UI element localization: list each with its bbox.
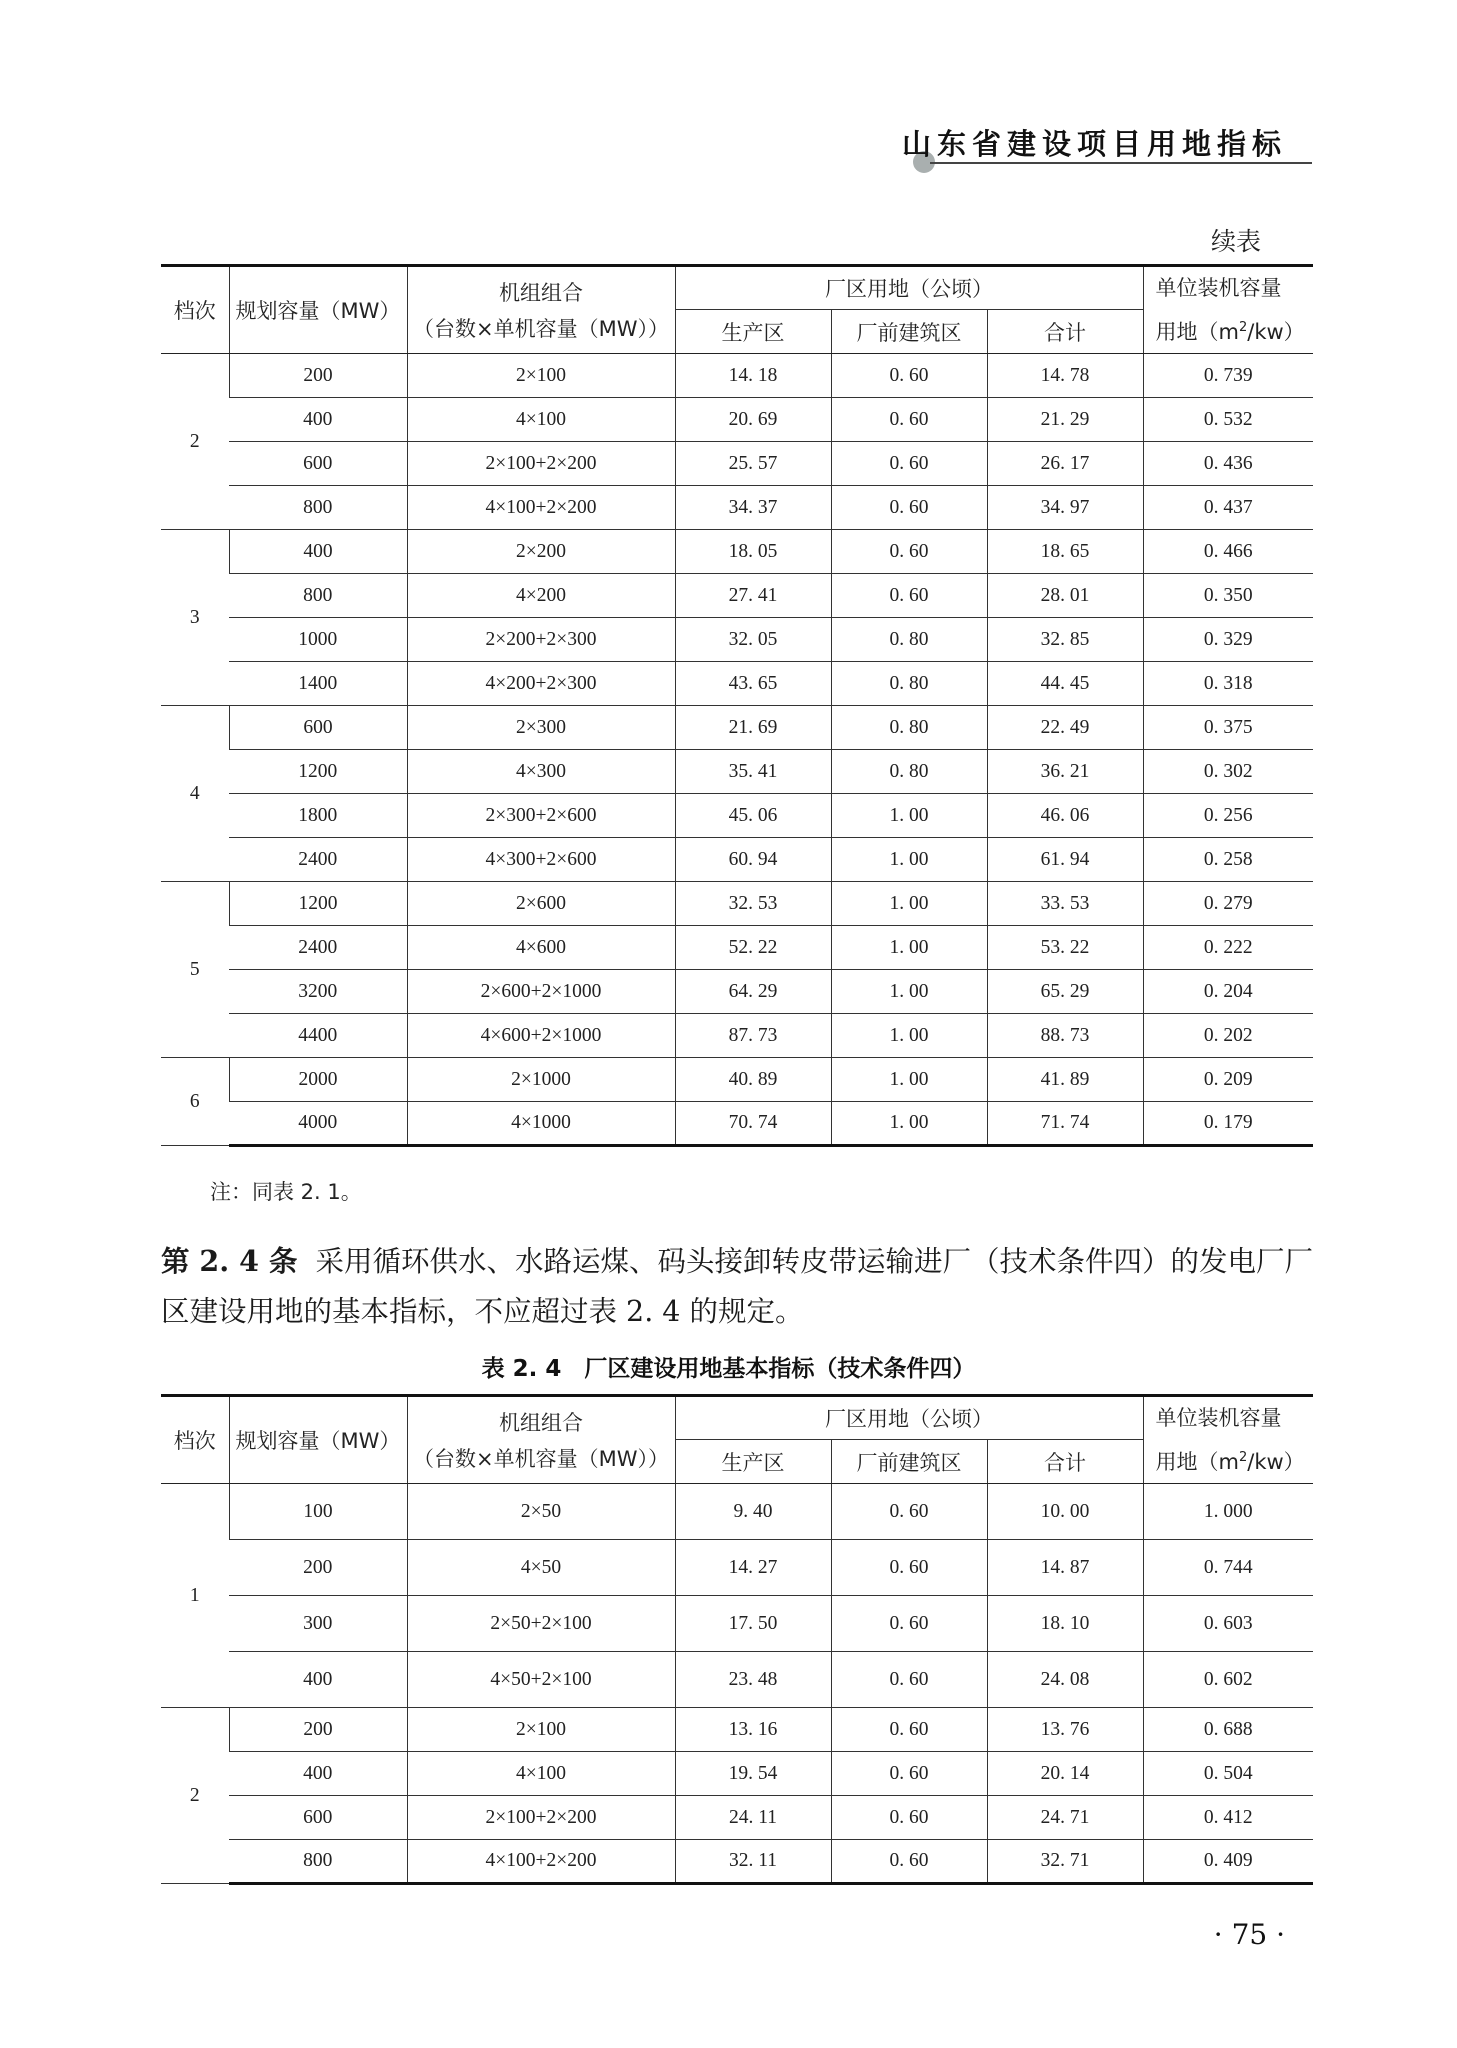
cell-frontal: 0. 60 [831, 1652, 987, 1708]
cell-unit: 0. 222 [1143, 926, 1313, 970]
cell-combo: 4×100+2×200 [407, 486, 675, 530]
cell-frontal: 0. 60 [831, 442, 987, 486]
cell-tier: 3 [161, 530, 229, 706]
cell-combo: 4×200+2×300 [407, 662, 675, 706]
cell-total: 10. 00 [987, 1484, 1143, 1540]
cell-capacity: 400 [229, 398, 407, 442]
cell-combo: 4×100 [407, 1752, 675, 1796]
cell-total: 24. 71 [987, 1796, 1143, 1840]
cell-total: 18. 65 [987, 530, 1143, 574]
cell-total: 36. 21 [987, 750, 1143, 794]
cell-total: 61. 94 [987, 838, 1143, 882]
cell-production: 25. 57 [675, 442, 831, 486]
cell-total: 34. 97 [987, 486, 1143, 530]
cell-unit: 0. 279 [1143, 882, 1313, 926]
unit-suffix: /kw） [1247, 1450, 1305, 1474]
cell-combo: 4×300+2×600 [407, 838, 675, 882]
cell-unit: 0. 602 [1143, 1652, 1313, 1708]
unit-sup: 2 [1238, 320, 1248, 335]
cell-frontal: 1. 00 [831, 1102, 987, 1146]
cell-frontal: 1. 00 [831, 970, 987, 1014]
cell-production: 27. 41 [675, 574, 831, 618]
col-combo-header [407, 1396, 675, 1484]
cell-total: 41. 89 [987, 1058, 1143, 1102]
cell-frontal: 0. 60 [831, 1752, 987, 1796]
cell-production: 19. 54 [675, 1752, 831, 1796]
cell-combo: 4×50 [407, 1540, 675, 1596]
cell-capacity: 800 [229, 486, 407, 530]
cell-production: 14. 27 [675, 1540, 831, 1596]
cell-unit: 0. 532 [1143, 398, 1313, 442]
cell-production: 32. 53 [675, 882, 831, 926]
cell-production: 87. 73 [675, 1014, 831, 1058]
cell-capacity: 100 [229, 1484, 407, 1540]
cell-production: 32. 11 [675, 1840, 831, 1884]
cell-capacity: 200 [229, 354, 407, 398]
unit-prefix: 用地（m [1155, 320, 1239, 344]
table-row [161, 618, 1313, 662]
cell-combo: 4×100 [407, 398, 675, 442]
cell-capacity: 4000 [229, 1102, 407, 1146]
cell-capacity: 1800 [229, 794, 407, 838]
table-row [161, 838, 1313, 882]
cell-unit: 0. 350 [1143, 574, 1313, 618]
cell-frontal: 1. 00 [831, 838, 987, 882]
cell-unit: 0. 739 [1143, 354, 1313, 398]
cell-combo: 2×300+2×600 [407, 794, 675, 838]
cell-frontal: 0. 60 [831, 398, 987, 442]
cell-capacity: 400 [229, 1652, 407, 1708]
table-row [161, 1540, 1313, 1596]
col-combo-header [407, 266, 675, 354]
cell-total: 26. 17 [987, 442, 1143, 486]
table-row [161, 442, 1313, 486]
cell-unit: 0. 204 [1143, 970, 1313, 1014]
col-production-header: 生产区 [675, 310, 831, 354]
cell-tier: 2 [161, 1708, 229, 1884]
cell-unit: 0. 202 [1143, 1014, 1313, 1058]
col-combo-header-line1: 机组组合 [499, 1411, 583, 1435]
cell-combo: 2×100+2×200 [407, 442, 675, 486]
col-capacity-header: 规划容量（MW） [229, 1396, 407, 1484]
table-row [161, 486, 1313, 530]
cell-capacity: 400 [229, 1752, 407, 1796]
cell-unit: 0. 603 [1143, 1596, 1313, 1652]
cell-combo: 2×50 [407, 1484, 675, 1540]
col-unit-header [1143, 1396, 1313, 1484]
cell-frontal: 0. 60 [831, 1708, 987, 1752]
table-row [161, 1840, 1313, 1884]
col-capacity-header: 规划容量（MW） [229, 266, 407, 354]
cell-production: 9. 40 [675, 1484, 831, 1540]
cell-frontal: 0. 80 [831, 618, 987, 662]
cell-total: 20. 14 [987, 1752, 1143, 1796]
table-row [161, 1596, 1313, 1652]
cell-capacity: 1000 [229, 618, 407, 662]
col-unit-header-line2 [1156, 1438, 1314, 1482]
table-row [161, 1014, 1313, 1058]
cell-total: 32. 71 [987, 1840, 1143, 1884]
cell-unit: 0. 375 [1143, 706, 1313, 750]
continued-land-use-table [161, 264, 1313, 1147]
cell-unit: 1. 000 [1143, 1484, 1313, 1540]
cell-frontal: 0. 60 [831, 354, 987, 398]
cell-tier: 6 [161, 1058, 229, 1146]
cell-total: 14. 87 [987, 1540, 1143, 1596]
cell-frontal: 0. 80 [831, 750, 987, 794]
cell-combo: 2×50+2×100 [407, 1596, 675, 1652]
cell-unit: 0. 744 [1143, 1540, 1313, 1596]
cell-capacity: 2000 [229, 1058, 407, 1102]
cell-total: 71. 74 [987, 1102, 1143, 1146]
table-row [161, 794, 1313, 838]
cell-capacity: 600 [229, 1796, 407, 1840]
cell-total: 53. 22 [987, 926, 1143, 970]
cell-production: 14. 18 [675, 354, 831, 398]
cell-combo: 2×200 [407, 530, 675, 574]
cell-production: 23. 48 [675, 1652, 831, 1708]
cell-capacity: 3200 [229, 970, 407, 1014]
article-text: 采用循环供水、水路运煤、码头接卸转皮带运输进厂（技术条件四）的发电厂厂区建设用地的基本指标，不应超过表 2. 4 的规定。 [161, 1245, 1313, 1328]
col-combo-header-line2: （台数×单机容量（MW）） [413, 317, 669, 341]
cell-combo: 2×100 [407, 1708, 675, 1752]
cell-combo: 4×100+2×200 [407, 1840, 675, 1884]
cell-production: 64. 29 [675, 970, 831, 1014]
cell-combo: 2×600+2×1000 [407, 970, 675, 1014]
table-row [161, 706, 1313, 750]
cell-frontal: 0. 60 [831, 1596, 987, 1652]
cell-combo: 2×200+2×300 [407, 618, 675, 662]
cell-capacity: 1200 [229, 882, 407, 926]
cell-unit: 0. 409 [1143, 1840, 1313, 1884]
table-row [161, 882, 1313, 926]
cell-total: 24. 08 [987, 1652, 1143, 1708]
table-row [161, 1484, 1313, 1540]
table-row [161, 1708, 1313, 1752]
cell-capacity: 4400 [229, 1014, 407, 1058]
col-production-header: 生产区 [675, 1440, 831, 1484]
cell-total: 46. 06 [987, 794, 1143, 838]
cell-tier: 5 [161, 882, 229, 1058]
cell-frontal: 1. 00 [831, 1014, 987, 1058]
cell-tier: 2 [161, 354, 229, 530]
col-frontal-header: 厂前建筑区 [831, 310, 987, 354]
cell-total: 32. 85 [987, 618, 1143, 662]
cell-frontal: 0. 60 [831, 486, 987, 530]
col-frontal-header: 厂前建筑区 [831, 1440, 987, 1484]
cell-frontal: 0. 60 [831, 1540, 987, 1596]
cell-tier: 4 [161, 706, 229, 882]
cell-total: 33. 53 [987, 882, 1143, 926]
table-row [161, 1058, 1313, 1102]
col-unit-header-line2 [1156, 308, 1314, 352]
cell-tier: 1 [161, 1484, 229, 1708]
cell-capacity: 200 [229, 1708, 407, 1752]
cell-production: 32. 05 [675, 618, 831, 662]
cell-combo: 2×600 [407, 882, 675, 926]
cell-combo: 2×1000 [407, 1058, 675, 1102]
cell-unit: 0. 209 [1143, 1058, 1313, 1102]
cell-production: 45. 06 [675, 794, 831, 838]
cell-production: 40. 89 [675, 1058, 831, 1102]
cell-production: 70. 74 [675, 1102, 831, 1146]
table-row [161, 530, 1313, 574]
cell-frontal: 0. 60 [831, 530, 987, 574]
col-land-header: 厂区用地（公顷） [675, 1396, 1143, 1440]
col-unit-header [1143, 266, 1313, 354]
unit-sup: 2 [1238, 1450, 1248, 1465]
cell-capacity: 1200 [229, 750, 407, 794]
col-tier-header: 档次 [161, 266, 229, 354]
cell-combo: 4×300 [407, 750, 675, 794]
cell-frontal: 1. 00 [831, 882, 987, 926]
cell-total: 13. 76 [987, 1708, 1143, 1752]
cell-unit: 0. 302 [1143, 750, 1313, 794]
page-number: · 75 · [1213, 1918, 1285, 1951]
cell-frontal: 1. 00 [831, 794, 987, 838]
cell-capacity: 800 [229, 574, 407, 618]
cell-total: 65. 29 [987, 970, 1143, 1014]
cell-frontal: 1. 00 [831, 1058, 987, 1102]
cell-frontal: 0. 60 [831, 574, 987, 618]
article-paragraph [161, 1236, 1313, 1337]
cell-production: 18. 05 [675, 530, 831, 574]
cell-combo: 4×600 [407, 926, 675, 970]
cell-total: 88. 73 [987, 1014, 1143, 1058]
cell-capacity: 300 [229, 1596, 407, 1652]
table-row [161, 750, 1313, 794]
cell-production: 17. 50 [675, 1596, 831, 1652]
cell-frontal: 0. 80 [831, 706, 987, 750]
cell-frontal: 1. 00 [831, 926, 987, 970]
col-unit-header-line1: 单位装机容量 [1155, 1406, 1282, 1430]
cell-unit: 0. 437 [1143, 486, 1313, 530]
col-combo-header-line1: 机组组合 [499, 281, 583, 305]
cell-production: 52. 22 [675, 926, 831, 970]
running-header [0, 0, 1457, 180]
cell-combo: 4×50+2×100 [407, 1652, 675, 1708]
col-combo-header-line2: （台数×单机容量（MW）） [413, 1447, 669, 1471]
cell-unit: 0. 436 [1143, 442, 1313, 486]
cell-unit: 0. 688 [1143, 1708, 1313, 1752]
cell-capacity: 600 [229, 706, 407, 750]
cell-frontal: 0. 80 [831, 662, 987, 706]
table-caption: 表 2. 4 厂区建设用地基本指标（技术条件四） [481, 1356, 976, 1382]
cell-unit: 0. 412 [1143, 1796, 1313, 1840]
cell-production: 35. 41 [675, 750, 831, 794]
cell-total: 44. 45 [987, 662, 1143, 706]
table-row [161, 926, 1313, 970]
col-total-header: 合计 [987, 310, 1143, 354]
cell-unit: 0. 318 [1143, 662, 1313, 706]
table-row [161, 574, 1313, 618]
col-unit-header-line1: 单位装机容量 [1155, 276, 1282, 300]
table-row [161, 1752, 1313, 1796]
cell-total: 18. 10 [987, 1596, 1143, 1652]
table-row [161, 970, 1313, 1014]
cell-total: 14. 78 [987, 354, 1143, 398]
cell-production: 20. 69 [675, 398, 831, 442]
table-row [161, 1652, 1313, 1708]
cell-production: 43. 65 [675, 662, 831, 706]
cell-production: 24. 11 [675, 1796, 831, 1840]
cell-frontal: 0. 60 [831, 1840, 987, 1884]
article-number: 第 2. 4 条 [161, 1244, 298, 1278]
cell-unit: 0. 466 [1143, 530, 1313, 574]
cell-capacity: 800 [229, 1840, 407, 1884]
continued-table-label: 续表 [1210, 227, 1261, 256]
cell-capacity: 600 [229, 442, 407, 486]
cell-total: 21. 29 [987, 398, 1143, 442]
cell-unit: 0. 179 [1143, 1102, 1313, 1146]
cell-combo: 4×1000 [407, 1102, 675, 1146]
cell-capacity: 2400 [229, 838, 407, 882]
cell-combo: 2×100+2×200 [407, 1796, 675, 1840]
running-header-title: 山东省建设项目用地指标 [901, 127, 1287, 161]
cell-capacity: 400 [229, 530, 407, 574]
table-row [161, 1102, 1313, 1146]
col-tier-header: 档次 [161, 1396, 229, 1484]
cell-frontal: 0. 60 [831, 1484, 987, 1540]
cell-frontal: 0. 60 [831, 1796, 987, 1840]
cell-production: 34. 37 [675, 486, 831, 530]
cell-capacity: 200 [229, 1540, 407, 1596]
cell-capacity: 1400 [229, 662, 407, 706]
cell-total: 28. 01 [987, 574, 1143, 618]
col-total-header: 合计 [987, 1440, 1143, 1484]
cell-combo: 4×200 [407, 574, 675, 618]
cell-production: 60. 94 [675, 838, 831, 882]
cell-combo: 4×600+2×1000 [407, 1014, 675, 1058]
land-use-table-2-4 [161, 1394, 1313, 1885]
unit-suffix: /kw） [1247, 320, 1305, 344]
cell-production: 21. 69 [675, 706, 831, 750]
cell-combo: 2×300 [407, 706, 675, 750]
cell-total: 22. 49 [987, 706, 1143, 750]
table-row [161, 662, 1313, 706]
unit-prefix: 用地（m [1155, 1450, 1239, 1474]
cell-capacity: 2400 [229, 926, 407, 970]
cell-unit: 0. 329 [1143, 618, 1313, 662]
col-land-header: 厂区用地（公顷） [675, 266, 1143, 310]
table-row [161, 354, 1313, 398]
table-note: 注：同表 2. 1。 [210, 1180, 362, 1204]
table-row [161, 398, 1313, 442]
table-row [161, 1796, 1313, 1840]
cell-production: 13. 16 [675, 1708, 831, 1752]
cell-unit: 0. 258 [1143, 838, 1313, 882]
cell-combo: 2×100 [407, 354, 675, 398]
cell-unit: 0. 256 [1143, 794, 1313, 838]
cell-unit: 0. 504 [1143, 1752, 1313, 1796]
